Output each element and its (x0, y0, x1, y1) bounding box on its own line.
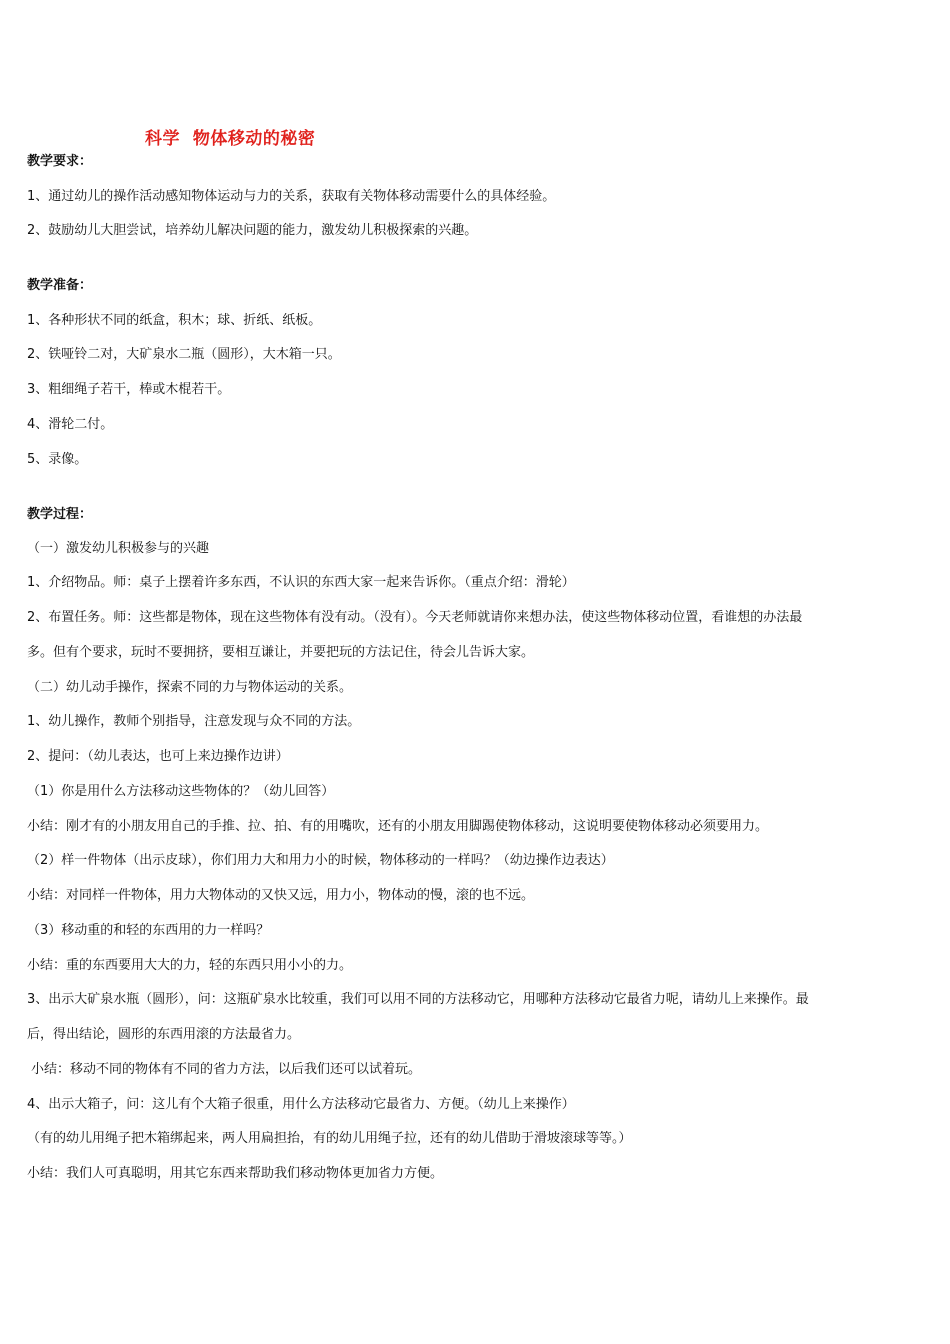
process-line: 4、出示大箱子，问：这儿有个大箱子很重，用什么方法移动它最省力、方便。（幼儿上来操作） (27, 1097, 575, 1112)
process-line: （1）你是用什么方法移动这些物体的？（幼儿回答） (27, 784, 335, 799)
process-line: （有的幼儿用绳子把木箱绑起来，两人用扁担抬，有的幼儿用绳子拉，还有的幼儿借助于滑坡滚球等等。） (27, 1131, 632, 1146)
requirement-item: 1、通过幼儿的操作活动感知物体运动与力的关系，获取有关物体移动需要什么的具体经验。 (27, 189, 556, 204)
process-line: 小结：重的东西要用大大的力，轻的东西只用小小的力。 (27, 958, 353, 973)
preparation-item: 4、滑轮二付。 (27, 417, 114, 432)
process-line: 3、出示大矿泉水瓶（圆形），问：这瓶矿泉水比较重，我们可以用不同的方法移动它，用哪种方法移动它最省力呢，请幼儿上来操作。最 (27, 992, 809, 1007)
process-line: 2、提问：（幼儿表达，也可上来边操作边讲） (27, 749, 289, 764)
preparation-item: 3、粗细绳子若干，棒或木棍若干。 (27, 382, 231, 397)
preparation-item: 5、录像。 (27, 452, 88, 467)
process-heading: 教学过程： (27, 507, 93, 522)
process-line: 后，得出结论，圆形的东西用滚的方法最省力。 (27, 1027, 301, 1042)
requirement-item: 2、鼓励幼儿大胆尝试，培养幼儿解决问题的能力，激发幼儿积极探索的兴趣。 (27, 223, 478, 238)
process-line: 1、幼儿操作，教师个别指导，注意发现与众不同的方法。 (27, 714, 361, 729)
document-title: 科学 物体移动的秘密 (145, 129, 316, 149)
preparation-item: 2、铁哑铃二对，大矿泉水二瓶（圆形），大木箱一只。 (27, 347, 341, 362)
preparation-item: 1、各种形状不同的纸盒，积木；球、折纸、纸板。 (27, 313, 322, 328)
process-line: 小结：对同样一件物体，用力大物体动的又快又远，用力小，物体动的慢，滚的也不远。 (27, 888, 535, 903)
process-line: 2、布置任务。师：这些都是物体，现在这些物体有没有动。（没有）。今天老师就请你来想办法，使这些物体移动位置，看谁想的办法最 (27, 610, 803, 625)
process-line: 1、介绍物品。师：桌子上摆着许多东西，不认识的东西大家一起来告诉你。（重点介绍：滑轮） (27, 575, 575, 590)
process-line: 多。但有个要求，玩时不要拥挤，要相互谦让，并要把玩的方法记住，待会儿告诉大家。 (27, 645, 535, 660)
process-line: 小结：刚才有的小朋友用自己的手推、拉、拍、有的用嘴吹，还有的小朋友用脚踢使物体移动，这说明要使物体移动必须要用力。 (27, 819, 769, 834)
process-line: 小结：移动不同的物体有不同的省力方法，以后我们还可以试着玩。 (31, 1062, 422, 1077)
process-line: （二）幼儿动手操作，探索不同的力与物体运动的关系。 (27, 680, 353, 695)
process-line: （3）移动重的和轻的东西用的力一样吗？ (27, 923, 270, 938)
process-line: （2）样一件物体（出示皮球），你们用力大和用力小的时候，物体移动的一样吗？（幼边操作边表达） (27, 853, 614, 868)
requirements-heading: 教学要求： (27, 154, 93, 169)
process-line: 小结：我们人可真聪明，用其它东西来帮助我们移动物体更加省力方便。 (27, 1166, 444, 1181)
preparation-heading: 教学准备： (27, 278, 93, 293)
process-line: （一）激发幼儿积极参与的兴趣 (27, 541, 210, 556)
